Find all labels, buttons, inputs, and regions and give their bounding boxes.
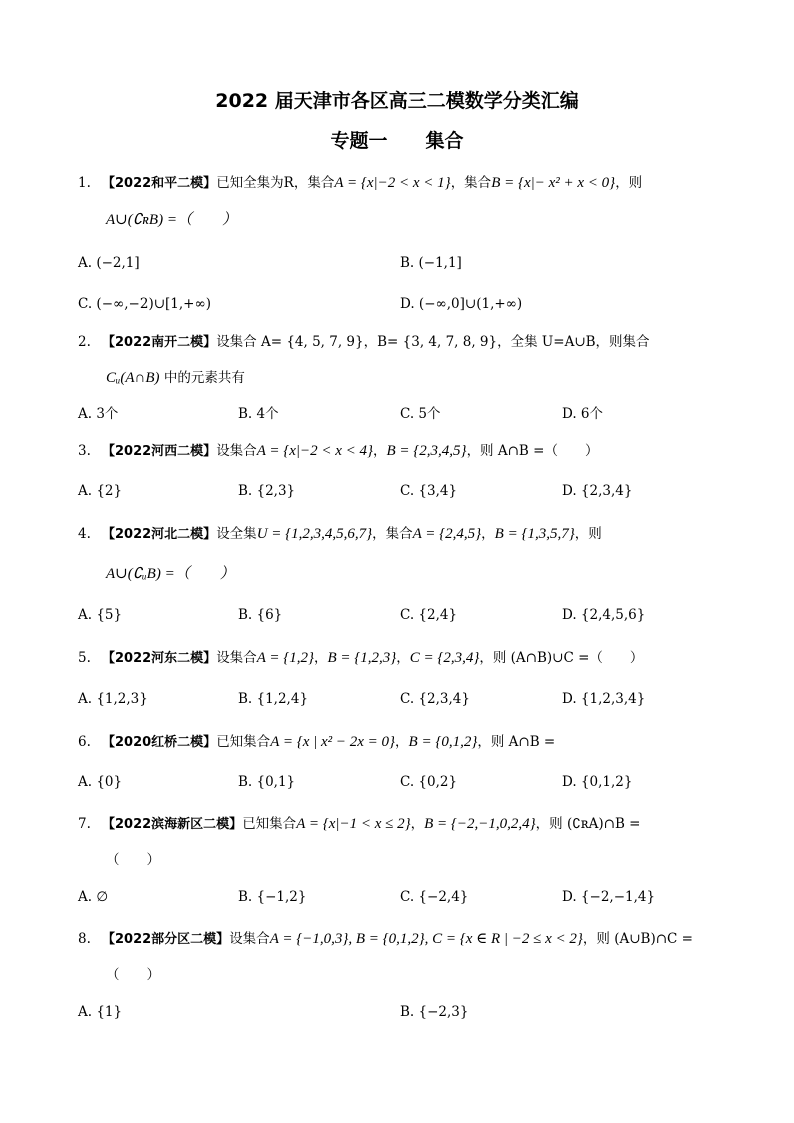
option-c: C. {2,4} [400, 607, 458, 623]
option-b: B. {0,1} [238, 774, 296, 790]
math-expression: C = {2,3,4} [409, 650, 480, 666]
question-8-stem: 8. 【2022部分区二模】设集合A = {−1,0,3}, B = {0,1,2}, C = {x ∈ R | −2 ≤ x < 2}，则 (A∪B)∩C = [78, 931, 693, 947]
option-c: C. {0,2} [400, 774, 458, 790]
option-a: A. (−2,1] [78, 255, 140, 271]
document-title: 2022 届天津市各区高三二模数学分类汇编 [215, 90, 579, 112]
question-number: 2. [78, 334, 91, 350]
option-c: C. 5个 [400, 406, 441, 422]
question-source-tag: 【2022部分区二模】 [102, 932, 230, 947]
math-expression: B = {−2,−1,0,2,4} [424, 816, 536, 832]
question-source-tag: 【2022和平二模】 [102, 176, 217, 191]
option-a: A. ∅ [78, 889, 109, 905]
math-expression: A = {x|−1 < x ≤ 2} [296, 816, 411, 832]
question-2-stem: 2. 【2022南开二模】设集合 A= {4, 5, 7, 9}，B= {3, 4, 7, 8, 9}，全集 U=A∪B，则集合 [78, 334, 650, 350]
option-c: C. {3,4} [400, 483, 458, 499]
question-2-stem-line2: Cᵤ(A∩B) 中的元素共有 [106, 370, 245, 386]
question-source-tag: 【2022河西二模】 [102, 444, 217, 459]
question-source-tag: 【2022河北二模】 [102, 527, 217, 542]
option-d: D. {1,2,3,4} [562, 691, 646, 707]
option-b: B. {2,3} [238, 483, 296, 499]
option-a: A. {5} [78, 607, 123, 623]
math-expression: U = {1,2,3,4,5,6,7} [256, 526, 373, 542]
question-1-stem: 1. 【2022和平二模】已知全集为R，集合A = {x|−2 < x < 1}，集合B = {x|− x² + x < 0}，则 [78, 175, 643, 191]
question-number: 8. [78, 931, 91, 947]
math-expression: A = {x|−2 < x < 1} [334, 175, 451, 191]
option-b: B. {6} [238, 607, 283, 623]
option-b: B. 4个 [238, 406, 279, 422]
math-expression: A = {x | x² − 2x = 0} [270, 734, 396, 750]
option-c: C. {2,3,4} [400, 691, 470, 707]
option-d: D. {−2,−1,4} [562, 889, 656, 905]
option-b: B. {−2,3} [400, 1004, 469, 1020]
option-c: C. (−∞,−2)∪[1,+∞) [78, 296, 211, 312]
question-7-stem: 7. 【2022滨海新区二模】已知集合A = {x|−1 < x ≤ 2}，B = {−2,−1,0,2,4}，则 (∁ʀA)∩B = [78, 816, 641, 832]
option-c: C. {−2,4} [400, 889, 469, 905]
math-expression: Cᵤ(A∩B) [106, 370, 160, 386]
math-expression: B = {1,2,3} [327, 650, 397, 666]
question-7-stem-line2: （ ） [106, 852, 160, 868]
math-expression: A = {1,2} [256, 650, 314, 666]
question-5-stem: 5. 【2022河东二模】设集合A = {1,2}，B = {1,2,3}，C = {2,3,4}，则 (A∩B)∪C =（ ） [78, 650, 644, 666]
section-title: 专题一 集合 [330, 130, 464, 152]
question-source-tag: 【2022滨海新区二模】 [102, 817, 243, 832]
option-d: D. 6个 [562, 406, 604, 422]
math-expression: A = {x|−2 < x < 4} [256, 443, 374, 459]
question-number: 4. [78, 526, 91, 542]
option-b: B. {1,2,4} [238, 691, 309, 707]
question-source-tag: 【2022南开二模】 [102, 335, 217, 350]
option-a: A. {1} [78, 1004, 123, 1020]
question-8-stem-line2: （ ） [106, 967, 160, 983]
question-number: 1. [78, 175, 91, 191]
math-expression: B = {x|− x² + x < 0} [491, 175, 616, 191]
option-b: B. {−1,2} [238, 889, 307, 905]
option-a: A. 3个 [78, 406, 119, 422]
math-expression: B = {1,3,5,7} [494, 526, 575, 542]
question-source-tag: 【2022河东二模】 [102, 651, 217, 666]
option-d: D. {2,3,4} [562, 483, 633, 499]
question-number: 5. [78, 650, 91, 666]
question-3-stem: 3. 【2022河西二模】设集合A = {x|−2 < x < 4}，B = {2,3,4,5}，则 A∩B =（ ） [78, 443, 599, 459]
question-6-stem: 6. 【2020红桥二模】已知集合A = {x | x² − 2x = 0}，B = {0,1,2}，则 A∩B = [78, 734, 556, 750]
option-b: B. (−1,1] [400, 255, 462, 271]
option-d: D. {0,1,2} [562, 774, 633, 790]
option-d: D. {2,4,5,6} [562, 607, 646, 623]
question-source-tag: 【2020红桥二模】 [102, 735, 217, 750]
option-d: D. (−∞,0]∪(1,+∞) [400, 296, 523, 312]
math-expression: A = {2,4,5} [412, 526, 482, 542]
question-4-stem: 4. 【2022河北二模】设全集U = {1,2,3,4,5,6,7}，集合A = {2,4,5}，B = {1,3,5,7}，则 [78, 526, 602, 542]
question-number: 6. [78, 734, 91, 750]
question-1-stem-line2: A∪(∁ʀB) =（ ） [106, 212, 237, 228]
math-expression: A = {−1,0,3}, B = {0,1,2}, C = {x ∈ R | −2 ≤ x < 2} [269, 931, 583, 947]
option-a: A. {1,2,3} [78, 691, 148, 707]
option-a: A. {0} [78, 774, 123, 790]
option-a: A. {2} [78, 483, 123, 499]
question-number: 7. [78, 816, 91, 832]
math-expression: B = {0,1,2} [408, 734, 478, 750]
question-4-stem-line2: A∪(∁ᵤB) =（ ） [106, 566, 235, 582]
question-number: 3. [78, 443, 91, 459]
math-expression: B = {2,3,4,5} [386, 443, 467, 459]
